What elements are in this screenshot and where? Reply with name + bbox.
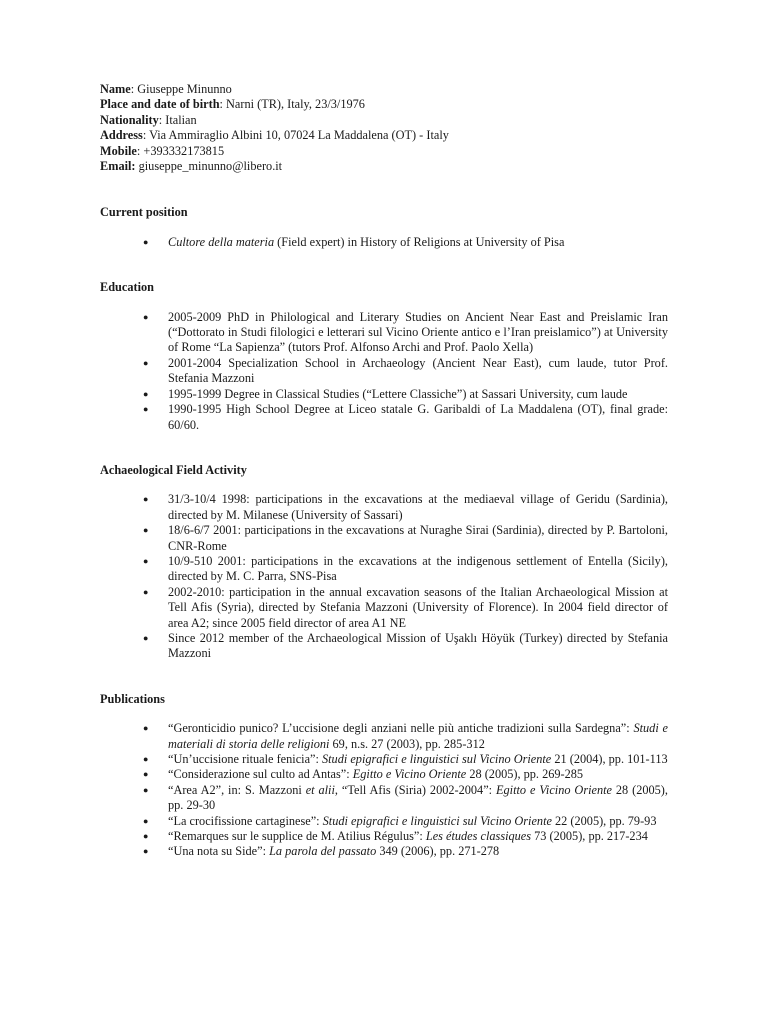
pub-subtitle: , “Tell Afis (Siria) 2002-2004”: xyxy=(334,782,496,797)
list-item xyxy=(100,721,668,752)
pub-details: 349 (2006), pp. 271-278 xyxy=(376,844,500,859)
nationality-value: : Italian xyxy=(158,112,197,127)
pub-title: “La crocifissione cartaginese”: xyxy=(168,813,323,828)
item-text: 2005-2009 PhD in Philological and Literary Studies on Ancient Near East and Preislamic Iran (“Dottorato in Studi filologici e letterari sul Vicino Oriente antico e l’Iran preislamico”) at University of Rome “La Sapienza” (tutors Prof. Alfonso Archi and Prof. Paolo Xella) xyxy=(168,309,668,355)
address-value: : Via Ammiraglio Albini 10, 07024 La Maddalena (OT) - Italy xyxy=(142,128,449,143)
name-value: : Giuseppe Minunno xyxy=(130,82,232,96)
pub-title: “Un’uccisione rituale fenicia”: xyxy=(168,752,322,766)
item-text: 2002-2010: participation in the annual excavation seasons of the Italian Archaeological Mission at Tell Afis (Syria), directed by Stefania Mazzoni (University of Florence). In 2004 field director of area A2; since 2005 field director of area A1 NE xyxy=(168,584,668,630)
cv-document xyxy=(100,80,668,860)
email-label: Email: xyxy=(100,159,136,174)
education-title: Education xyxy=(100,280,154,295)
personal-info xyxy=(100,82,668,174)
email-value: giuseppe_minunno@libero.it xyxy=(135,159,283,174)
publications-list xyxy=(100,721,668,860)
item-italic: Cultore della materia xyxy=(168,234,275,249)
bullet-icon: ● xyxy=(143,388,149,399)
bullet-icon: ● xyxy=(143,494,149,505)
list-item xyxy=(100,387,668,402)
mobile-label: Mobile xyxy=(100,143,137,158)
address-line xyxy=(100,128,668,143)
pub-journal: Studi e materiali di storia delle religioni xyxy=(168,721,668,751)
pub-details: 28 (2005), pp. 269-285 xyxy=(466,767,584,782)
pub-journal: Egitto e Vicino Oriente xyxy=(352,767,467,782)
list-item xyxy=(100,631,668,662)
bullet-icon: ● xyxy=(143,831,149,842)
birth-value: : Narni (TR), Italy, 23/3/1976 xyxy=(219,97,365,112)
item-text: 1990-1995 High School Degree at Liceo statale G. Garibaldi of La Maddalena (OT), final grade: 60/60. xyxy=(168,402,668,432)
list-item xyxy=(100,767,668,782)
bullet-icon: ● xyxy=(143,525,149,536)
list-item xyxy=(100,585,668,631)
bullet-icon: ● xyxy=(143,632,149,643)
current-position-list xyxy=(100,235,668,250)
item-text: 1995-1999 Degree in Classical Studies (“Lettere Classiche”) at Sassari University, cum laude xyxy=(168,386,628,401)
nationality-line xyxy=(100,113,668,128)
pub-authors-italic: et alii xyxy=(305,782,335,797)
pub-title: “Area A2”, in: S. Mazzoni xyxy=(168,782,306,797)
item-text: 10/9-510 2001: participations in the excavations at the indigenous settlement of Entella (Sicily), directed by M. C. Parra, SNS-Pisa xyxy=(168,553,668,584)
bullet-icon: ● xyxy=(143,784,149,795)
list-item xyxy=(100,814,668,829)
item-text: 2001-2004 Specialization School in Archaeology (Ancient Near East), cum laude, tutor Prof. Stefania Mazzoni xyxy=(168,355,668,386)
pub-journal: Studi epigrafici e linguistici sul Vicino Oriente xyxy=(321,752,552,766)
pub-title: “Remarques sur le supplice de M. Atilius Régulus”: xyxy=(168,829,426,844)
mobile-line xyxy=(100,144,668,159)
pub-title: “Una nota su Side”: xyxy=(168,844,270,859)
pub-details: 69, n.s. 27 (2003), pp. 285-312 xyxy=(329,736,485,751)
name-label: Name xyxy=(100,82,131,96)
list-item xyxy=(100,844,668,859)
pub-details: 21 (2004), pp. 101-113 xyxy=(551,752,668,766)
item-text: (Field expert) in History of Religions at University of Pisa xyxy=(274,234,565,249)
pub-details: 73 (2005), pp. 217-234 xyxy=(531,829,648,844)
bullet-icon: ● xyxy=(143,815,149,826)
nationality-label: Nationality xyxy=(100,112,159,127)
pub-journal: La parola del passato xyxy=(269,844,377,859)
email-line xyxy=(100,159,668,174)
mobile-value: : +393332173815 xyxy=(136,143,225,158)
list-item xyxy=(100,235,668,250)
field-activity-title: Achaeological Field Activity xyxy=(100,462,247,477)
bullet-icon: ● xyxy=(143,357,149,368)
bullet-icon: ● xyxy=(143,846,149,857)
birth-line xyxy=(100,97,668,112)
pub-details: 28 (2005), pp. 29-30 xyxy=(168,782,668,813)
bullet-icon: ● xyxy=(143,404,149,415)
list-item xyxy=(100,752,668,767)
list-item xyxy=(100,554,668,585)
item-text: Since 2012 member of the Archaeological Mission of Uşaklı Höyük (Turkey) directed by Stefania Mazzoni xyxy=(168,630,668,661)
pub-details: 22 (2005), pp. 79-93 xyxy=(551,813,657,828)
publications-title: Publications xyxy=(100,691,165,706)
list-item xyxy=(100,402,668,433)
item-text: 18/6-6/7 2001: participations in the excavations at Nuraghe Sirai (Sardinia), directed by P. Bartoloni, CNR-Rome xyxy=(168,523,668,553)
bullet-icon: ● xyxy=(143,311,149,322)
pub-journal: Egitto e Vicino Oriente xyxy=(496,782,612,797)
pub-journal: Les études classiques xyxy=(425,829,532,844)
bullet-icon: ● xyxy=(143,754,149,764)
list-item xyxy=(100,356,668,387)
current-position-title: Current position xyxy=(100,205,188,220)
bullet-icon: ● xyxy=(143,236,149,247)
bullet-icon: ● xyxy=(143,769,149,780)
address-label: Address xyxy=(100,128,143,143)
birth-label: Place and date of birth xyxy=(100,97,220,112)
list-item xyxy=(100,829,668,844)
name-line xyxy=(100,82,668,97)
education-list xyxy=(100,310,668,433)
bullet-icon: ● xyxy=(143,555,149,566)
item-text: 31/3-10/4 1998: participations in the excavations at the mediaeval village of Geridu (Sardinia), directed by M. Milanese (University of Sassari) xyxy=(168,492,668,522)
bullet-icon: ● xyxy=(143,723,149,734)
pub-title: “Considerazione sul culto ad Antas”: xyxy=(168,767,353,782)
pub-title: “Geronticidio punico? L’uccisione degli anziani nelle più antiche tradizioni sulla Sardegna”: xyxy=(168,721,634,736)
list-item xyxy=(100,492,668,523)
list-item xyxy=(100,310,668,356)
pub-journal: Studi epigrafici e linguistici sul Vicino Oriente xyxy=(322,813,552,828)
list-item xyxy=(100,523,668,554)
bullet-icon: ● xyxy=(143,586,149,597)
field-activity-list xyxy=(100,492,668,661)
list-item xyxy=(100,783,668,814)
